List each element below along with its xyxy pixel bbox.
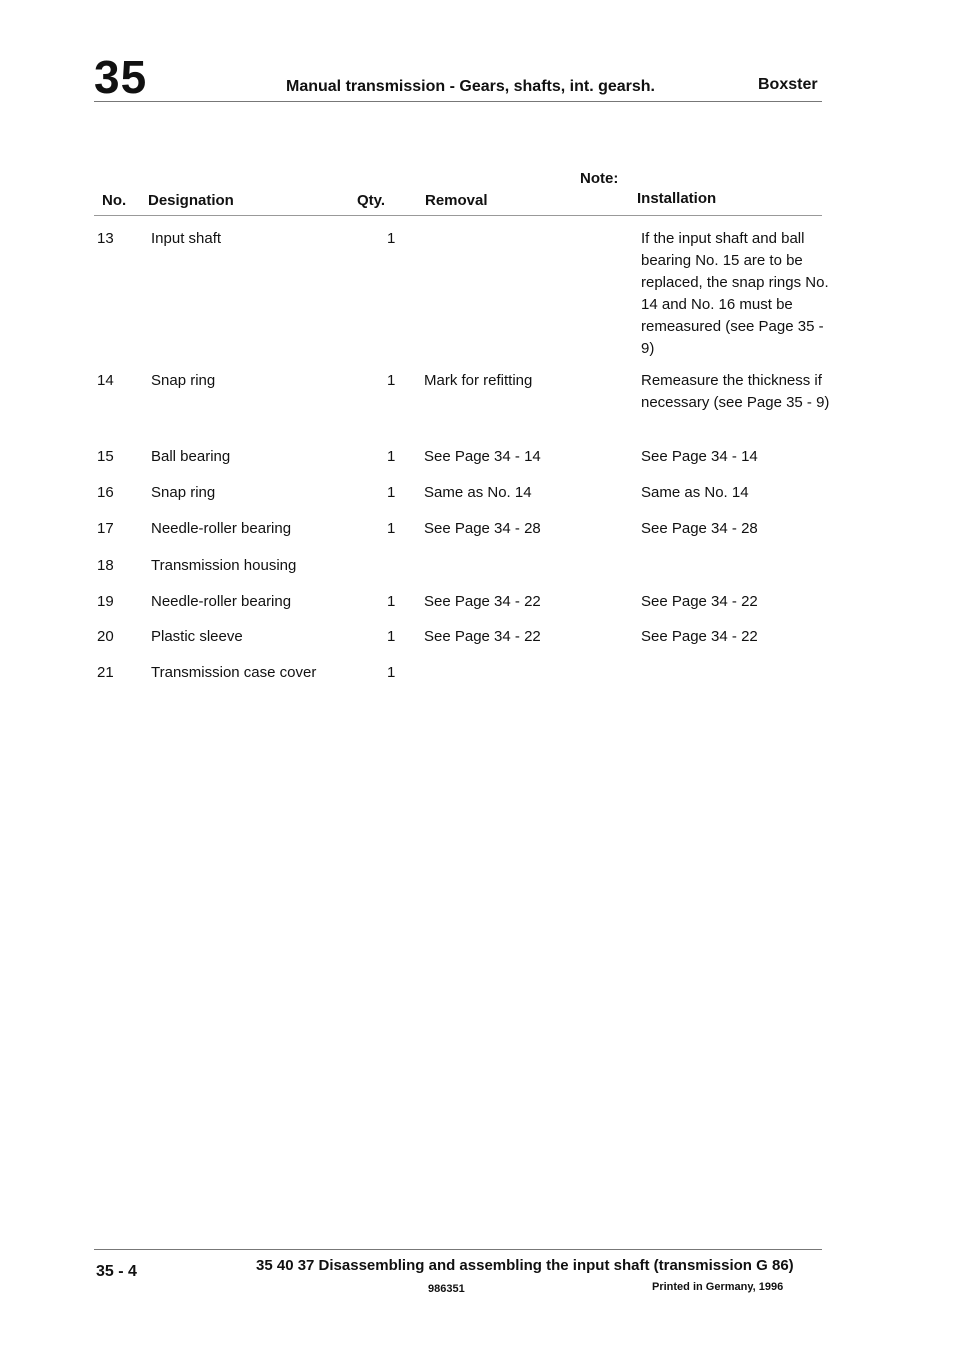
row-removal: Mark for refitting <box>424 372 533 389</box>
row-installation: Same as No. 14 <box>641 484 749 501</box>
row-qty: 1 <box>387 628 396 645</box>
column-header-qty: Qty. <box>357 192 386 209</box>
row-qty: 1 <box>387 448 396 465</box>
row-number: 14 <box>97 372 114 389</box>
row-qty: 1 <box>387 484 396 501</box>
row-removal: See Page 34 - 22 <box>424 628 541 645</box>
row-qty: 1 <box>387 230 396 247</box>
row-designation: Ball bearing <box>151 448 231 465</box>
row-number: 18 <box>97 557 114 574</box>
column-header-removal: Removal <box>425 192 488 209</box>
row-removal: See Page 34 - 28 <box>424 520 541 537</box>
footer-printed: Printed in Germany, 1996 <box>652 1281 784 1293</box>
header-title: Manual transmission - Gears, shafts, int. gearsh. <box>286 78 655 95</box>
column-header-no: No. <box>102 192 127 209</box>
column-header-installation: Installation <box>637 190 717 207</box>
footer-rule <box>94 1249 822 1250</box>
row-qty: 1 <box>387 593 396 610</box>
row-designation: Needle-roller bearing <box>151 520 292 537</box>
row-removal: See Page 34 - 22 <box>424 593 541 610</box>
row-designation: Transmission case cover <box>151 664 317 681</box>
header-model: Boxster <box>758 76 818 93</box>
footer-title: 35 40 37 Disassembling and assembling the input shaft (transmission G 86) <box>256 1257 794 1274</box>
row-number: 17 <box>97 520 114 537</box>
chapter-number: 35 <box>94 51 148 103</box>
row-removal: See Page 34 - 14 <box>424 448 541 465</box>
row-designation: Snap ring <box>151 484 216 501</box>
row-number: 20 <box>97 628 114 645</box>
row-designation: Needle-roller bearing <box>151 593 292 610</box>
note-label: Note: <box>580 170 619 187</box>
row-designation: Snap ring <box>151 372 216 389</box>
row-installation: See Page 34 - 28 <box>641 520 758 537</box>
row-installation: See Page 34 - 22 <box>641 628 758 645</box>
row-installation: If the input shaft and ball bearing No. 15 are to be replaced, the snap rings No. 14 and No. 16 must be remeasured (see Page 35 - 9) <box>641 230 829 357</box>
footer-document-code: 986351 <box>428 1283 465 1295</box>
row-number: 19 <box>97 593 114 610</box>
row-installation: See Page 34 - 14 <box>641 448 758 465</box>
row-designation: Input shaft <box>151 230 222 247</box>
row-designation: Transmission housing <box>151 557 297 574</box>
row-qty: 1 <box>387 664 396 681</box>
header-rule <box>94 101 822 102</box>
table-header-rule <box>94 215 822 216</box>
row-number: 16 <box>97 484 114 501</box>
row-removal: Same as No. 14 <box>424 484 532 501</box>
footer-page-number: 35 - 4 <box>96 1263 137 1280</box>
row-qty: 1 <box>387 372 396 389</box>
row-installation: Remeasure the thickness if necessary (see Page 35 - 9) <box>641 372 830 411</box>
row-designation: Plastic sleeve <box>151 628 243 645</box>
row-number: 21 <box>97 664 114 681</box>
row-number: 13 <box>97 230 114 247</box>
row-qty: 1 <box>387 520 396 537</box>
row-installation: See Page 34 - 22 <box>641 593 758 610</box>
row-number: 15 <box>97 448 114 465</box>
column-header-designation: Designation <box>148 192 234 209</box>
